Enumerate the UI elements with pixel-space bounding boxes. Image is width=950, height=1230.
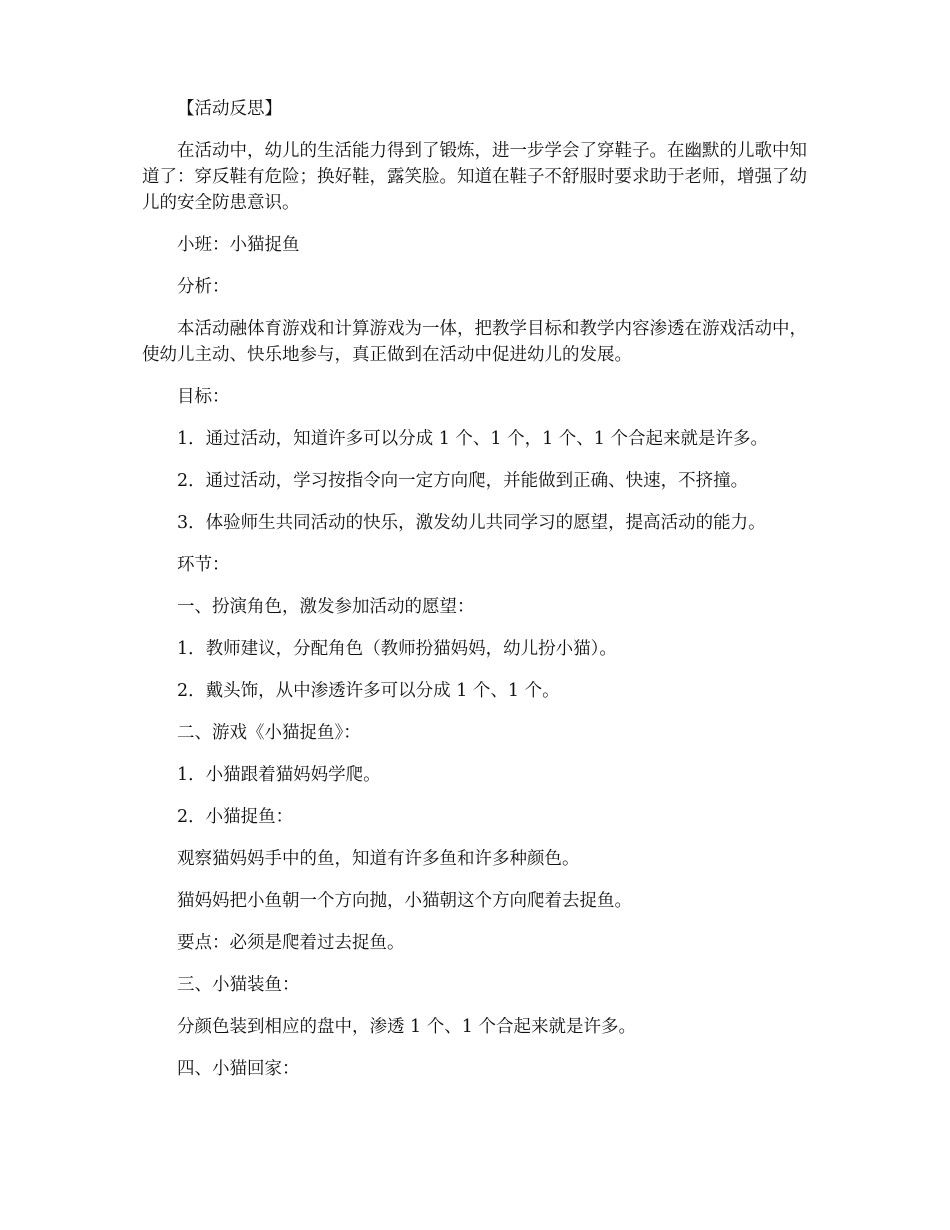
step-2-detail-1: 观察猫妈妈手中的鱼，知道有许多鱼和许多种颜色。 xyxy=(177,849,580,869)
goal-item-3: 3．体验师生共同活动的快乐，激发幼儿共同学习的愿望，提高活动的能力。 xyxy=(177,513,766,533)
goal-item-1: 1．通过活动，知道许多可以分成 1 个、1 个，1 个、1 个合起来就是许多。 xyxy=(177,429,768,449)
step-2-key-point: 要点：必须是爬着过去捉鱼。 xyxy=(177,933,405,953)
goal-item-2: 2．通过活动，学习按指令向一定方向爬，并能做到正确、快速，不挤撞。 xyxy=(177,471,749,491)
step-2-detail-2: 猫妈妈把小鱼朝一个方向抛，小猫朝这个方向爬着去捉鱼。 xyxy=(177,891,632,911)
step-heading-3: 三、小猫装鱼： xyxy=(177,975,300,995)
step-2-item-1: 1．小猫跟着猫妈妈学爬。 xyxy=(177,765,381,785)
paragraph-analysis: 本活动融体育游戏和计算游戏为一体，把教学目标和教学内容渗透在游戏活动中，使幼儿主动、快乐地参与，真正做到在活动中促进幼儿的发展。 xyxy=(142,319,807,365)
section-heading-activity-reflection: 【活动反思】 xyxy=(177,99,282,119)
heading-analysis: 分析： xyxy=(177,277,230,297)
step-2-item-2: 2．小猫捉鱼： xyxy=(177,807,294,827)
step-heading-2: 二、游戏《小猫捉鱼》： xyxy=(177,723,361,743)
document-body xyxy=(142,96,814,1098)
step-3-detail: 分颜色装到相应的盘中，渗透 1 个、1 个合起来就是许多。 xyxy=(177,1017,636,1037)
heading-steps: 环节： xyxy=(177,555,230,575)
step-1-item-1: 1．教师建议，分配角色（教师扮猫妈妈，幼儿扮小猫）。 xyxy=(177,639,617,659)
paragraph-reflection: 在活动中，幼儿的生活能力得到了锻炼，进一步学会了穿鞋子。在幽默的儿歌中知道了：穿反鞋有危险；换好鞋，露笑脸。知道在鞋子不舒服时要求助于老师，增强了幼儿的安全防患意识。 xyxy=(142,141,807,213)
lesson-title: 小班：小猫捉鱼 xyxy=(177,235,300,255)
step-heading-4: 四、小猫回家： xyxy=(177,1059,300,1079)
step-heading-1: 一、扮演角色，激发参加活动的愿望： xyxy=(177,597,475,617)
step-1-item-2: 2．戴头饰，从中渗透许多可以分成 1 个、1 个。 xyxy=(177,681,560,701)
heading-goals: 目标： xyxy=(177,387,230,407)
